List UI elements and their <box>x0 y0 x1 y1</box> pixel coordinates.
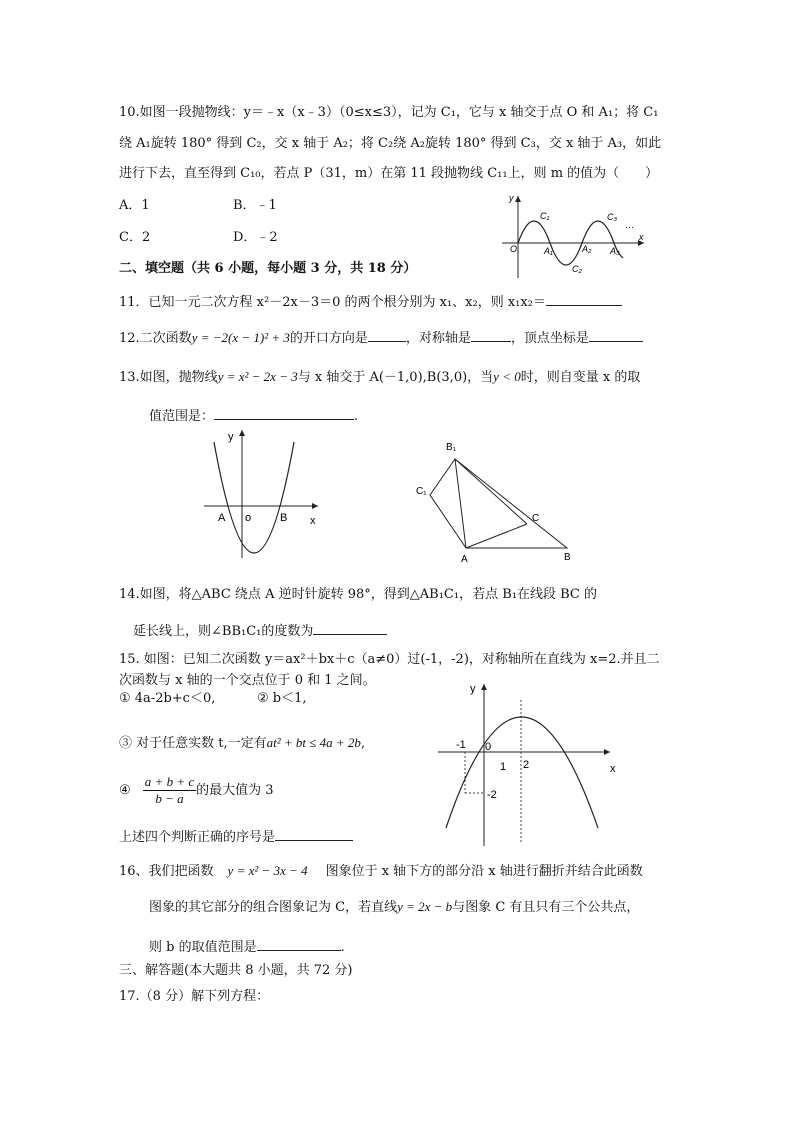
q10-option-b: B．﹣1 <box>233 198 277 213</box>
q15-label-minus1: -1 <box>456 739 466 751</box>
q13-label-b: B <box>280 512 288 524</box>
q14-line1: 14.如图，将△ABC 绕点 A 逆时针旋转 98°，得到△AB₁C₁，若点 B₁在线段 BC 的 <box>119 587 597 602</box>
q14-answer-blank[interactable] <box>313 620 387 635</box>
q15-statement-2: ② b＜1, <box>257 691 307 706</box>
q10-line2: 绕 A₁旋转 180° 得到 C₂，交 x 轴于 A₂；将 C₂绕 A₂旋转 180° 得到 C₃，交 x 轴于 A₃，如此 <box>119 136 662 151</box>
q11-text: 11．已知一元二次方程 x²－2x－3＝0 的两个根分别为 x₁、x₂，则 x₁x₂＝ <box>119 295 546 310</box>
q10-label-c3: C₃ <box>607 212 618 222</box>
q10-option-a: A．1 <box>119 198 150 213</box>
q10-label-x: x <box>639 232 644 242</box>
q13-text1: 与 x 轴交于 A(－1,0),B(3,0)，当 <box>297 370 494 385</box>
q13-label-y: y <box>228 431 234 443</box>
q14-label-c: C <box>532 513 540 524</box>
q16-line3 <box>149 936 345 957</box>
q13-x-arrow <box>312 503 318 509</box>
q12-prefix: 12.二次函数 <box>119 331 192 346</box>
q16-line3-end: . <box>340 940 345 955</box>
q10-label-a3: A₃ <box>610 246 620 256</box>
q16-formula: y = x² − 3x − 4 <box>227 863 308 878</box>
q13-label-a: A <box>218 512 226 524</box>
q14-label-a: A <box>461 554 468 565</box>
q16-line2-suffix: 与图象 C 有且只有三个公共点， <box>452 900 640 915</box>
q12-text2: ，对称轴是 <box>405 331 471 346</box>
q12-text1: 的开口方向是 <box>289 331 368 346</box>
q17: 17.（8 分）解下列方程： <box>119 989 270 1004</box>
q16-line2-formula: y = 2x − b <box>397 899 453 914</box>
q13-parabola-figure <box>200 428 330 563</box>
q14-line2-text: 延长线上，则∠BB₁C₁的度数为 <box>133 624 314 639</box>
q13-text2: 时，则自变量 x 的取 <box>520 370 641 385</box>
q11 <box>119 291 622 312</box>
q10-option-d: D．﹣2 <box>233 230 278 245</box>
q13-line2-text: 值范围是： <box>149 409 215 424</box>
section-3-heading: 三、解答题(本大题共 8 小题，共 72 分) <box>119 963 353 978</box>
q15-label-two: 2 <box>523 759 530 771</box>
q16-text1: 图象位于 x 轴下方的部分沿 x 轴进行翻折并结合此函数 <box>325 864 643 879</box>
q12-text3: ，顶点坐标是 <box>510 331 589 346</box>
q10-label-c2: C₂ <box>572 264 582 274</box>
q15-s4-suffix: 的最大值为 3 <box>196 783 274 798</box>
q15-s4-prefix: ④ <box>119 783 131 798</box>
q10-label-a1: A₁ <box>544 246 553 256</box>
q15-line2: 次函数与 x 轴的一个交点位于 0 和 1 之间。 <box>119 673 376 688</box>
q15-s3-prefix: ③ 对于任意实数 t,一定有 <box>119 736 267 751</box>
q10-line1: 10.如图一段抛物线：y＝﹣x（x﹣3）（0≤x≤3），记为 C₁，它与 x 轴交于点 O 和 A₁；将 C₁ <box>119 105 659 120</box>
q15-s3-formula: at² + bt ≤ 4a + 2b <box>266 735 361 750</box>
q15-s3-suffix: , <box>360 736 366 751</box>
q15-statement-1: ① 4a-2b+c＜0, <box>119 691 216 706</box>
q12-formula: y = −2(x − 1)² + 3 <box>191 330 290 345</box>
q10-label-c1: C₁ <box>540 211 550 221</box>
q14-line2 <box>133 620 387 641</box>
q10-label-o: O <box>510 244 518 254</box>
q16-line2 <box>149 898 639 917</box>
q15-conclusion-text: 上述四个判断正确的序号是 <box>119 830 276 845</box>
q10-wave-figure <box>496 192 656 282</box>
q13-parabola <box>214 442 294 553</box>
q16-line1 <box>119 862 643 881</box>
q15-conclusion <box>119 826 353 847</box>
q15-label-y: y <box>470 683 476 695</box>
q15-answer-blank[interactable] <box>275 826 353 841</box>
q12 <box>119 327 643 348</box>
q13-answer-blank[interactable] <box>214 405 354 420</box>
q14-label-c1: C₁ <box>416 486 427 497</box>
q13-formula: y = x² − 2x − 3 <box>217 369 298 384</box>
q12-blank-axis[interactable] <box>471 327 511 342</box>
q13-label-x: x <box>310 515 316 527</box>
q15-y-arrow <box>481 684 487 690</box>
q13-condition: y < 0 <box>493 369 521 384</box>
q16-line3-text: 则 b 的取值范围是 <box>149 940 257 955</box>
q14-label-b: B <box>564 552 571 563</box>
q14-triangle-lines <box>430 459 567 548</box>
q10-label-dots: … <box>625 220 634 230</box>
q15-s4-fraction <box>143 774 196 807</box>
q15-statement-3 <box>119 734 365 753</box>
q10-label-a2: A₂ <box>582 244 592 254</box>
section-2-heading: 二、填空题（共 6 小题，每小题 3 分，共 18 分） <box>119 261 417 276</box>
q12-blank-vertex[interactable] <box>589 327 643 342</box>
q15-label-minus2: -2 <box>487 789 497 801</box>
q10-label-y: y <box>509 193 514 203</box>
q10-line3: 进行下去，直至得到 C₁₀，若点 P（31，m）在第 11 段抛物线 C₁₁上，则 m 的值为（ ） <box>119 166 659 181</box>
q15-line1: 15. 如图：已知二次函数 y＝ax²＋bx＋c（a≠0）过(-1，-2)，对称轴所在直线为 x=2.并且二 <box>119 652 660 667</box>
q11-answer-blank[interactable] <box>546 291 622 306</box>
q15-statement-4 <box>119 774 274 808</box>
q16-prefix: 16、我们把函数 <box>119 864 214 879</box>
q16-answer-blank[interactable] <box>257 936 341 951</box>
q10-y-arrow <box>515 196 521 202</box>
q13-line2: 值范围是： . <box>149 405 358 426</box>
q10-option-c: C．2 <box>119 230 151 245</box>
q14-label-b1: B₁ <box>446 442 457 453</box>
q15-parabola <box>446 717 598 828</box>
q15-s4-denominator: b − a <box>155 791 184 806</box>
q13-y-arrow <box>239 430 245 436</box>
q15-label-x: x <box>610 763 616 775</box>
q13-prefix: 13.如图，抛物线 <box>119 370 218 385</box>
q15-label-one: 1 <box>500 761 507 773</box>
q15-label-zero: 0 <box>485 741 492 753</box>
q13-line1 <box>119 368 640 387</box>
q15-s4-numerator: a + b + c <box>144 774 195 789</box>
q15-x-arrow <box>604 749 610 755</box>
q16-line2-prefix: 图象的其它部分的组合图象记为 C，若直线 <box>149 900 398 915</box>
q12-blank-direction[interactable] <box>368 327 406 342</box>
q14-triangle-figure <box>410 438 580 563</box>
q13-label-o: o <box>245 512 252 524</box>
q15-parabola-figure <box>430 680 630 850</box>
